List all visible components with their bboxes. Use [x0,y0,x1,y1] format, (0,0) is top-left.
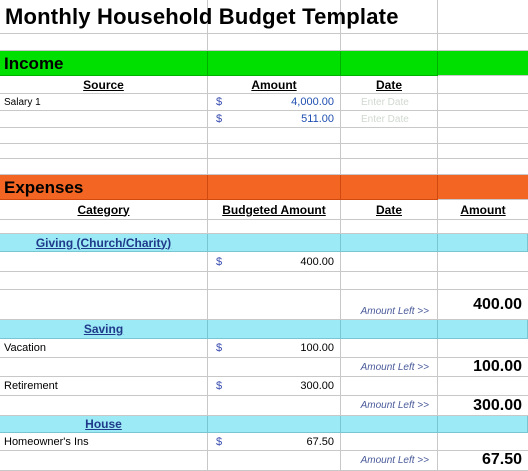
cell [341,234,438,252]
income-column-headers [0,76,528,94]
cell[interactable] [0,358,208,377]
cell[interactable] [208,396,341,416]
cell[interactable] [208,358,341,377]
cell[interactable] [438,144,528,159]
cell[interactable] [0,272,208,290]
table-row [0,252,528,272]
amount-left-value: 100.00 [438,358,528,377]
cell [208,416,341,433]
cell[interactable] [438,111,528,128]
date-cell[interactable] [341,252,438,272]
table-row [0,433,528,451]
budget-amount-cell[interactable] [208,252,341,272]
blank-row [0,220,528,234]
expenses-heading: Expenses [4,178,84,197]
cell[interactable] [208,220,341,234]
cell[interactable] [341,34,438,51]
col-header-budgeted-amount: Budgeted Amount [208,200,341,220]
cell[interactable] [0,128,208,144]
date-cell[interactable] [341,272,438,290]
table-row [0,111,528,128]
cell [341,320,438,339]
budget-amount-cell[interactable] [208,339,341,358]
cell[interactable] [0,396,208,416]
cell [438,234,528,252]
amount-cell[interactable] [438,339,528,358]
amount-cell[interactable] [438,272,528,290]
table-row [0,128,528,144]
col-header-category: Category [0,200,208,220]
currency-symbol: $ [216,380,223,392]
category-band-house [0,416,528,433]
expense-item[interactable]: Vacation [0,339,208,358]
col-header-amount: Amount [438,200,528,220]
date-cell[interactable] [341,377,438,396]
amount-left-label: Amount Left >> [341,358,438,377]
table-row [0,144,528,159]
income-source[interactable] [0,111,208,128]
income-date[interactable]: Enter Date [341,94,438,111]
currency-symbol: $ [216,113,223,125]
col-header-amount: Amount [208,76,341,94]
budget-amount-cell[interactable] [208,377,341,396]
category-band-giving [0,234,528,252]
cell [341,416,438,433]
cell[interactable] [208,272,341,290]
cell[interactable] [0,290,208,320]
amount-left-label: Amount Left >> [341,396,438,416]
budget-amount: 400.00 [300,255,334,268]
cell[interactable] [0,34,208,51]
category-house-label: House [0,416,208,433]
expenses-section-header [0,175,528,200]
cell[interactable] [438,0,528,34]
budget-amount-cell[interactable] [208,433,341,451]
amount-left-label: Amount Left >> [341,290,438,320]
cell[interactable] [341,159,438,175]
cell[interactable] [0,451,208,471]
cell[interactable] [208,290,341,320]
col-header-date: Date [341,200,438,220]
table-row [0,94,528,111]
category-giving-label: Giving (Church/Charity) [0,234,208,252]
category-band-saving [0,320,528,339]
cell[interactable] [438,220,528,234]
cell[interactable] [208,34,341,51]
page-title: Monthly Household Budget Template [5,4,399,29]
cell [438,320,528,339]
income-heading: Income [4,54,64,73]
income-amount: 511.00 [301,113,334,125]
currency-symbol: $ [216,342,223,354]
budget-amount: 100.00 [300,342,334,354]
amount-left-label: Amount Left >> [341,451,438,471]
currency-symbol: $ [216,435,223,448]
currency-symbol: $ [216,255,223,268]
income-amount-cell[interactable] [208,94,341,111]
cell [438,76,528,94]
cell[interactable] [0,159,208,175]
cell[interactable] [341,128,438,144]
amount-left-row [0,290,528,320]
amount-left-value: 400.00 [438,290,528,320]
cell[interactable] [438,159,528,175]
cell [208,234,341,252]
amount-left-row [0,396,528,416]
income-source[interactable]: Salary 1 [0,94,208,111]
expenses-column-headers [0,200,528,220]
cell[interactable] [0,144,208,159]
cell[interactable] [341,220,438,234]
date-cell[interactable] [341,339,438,358]
amount-left-row [0,451,528,471]
expense-item[interactable]: Retirement [0,377,208,396]
amount-cell[interactable] [438,433,528,451]
table-row [0,377,528,396]
cell[interactable] [438,94,528,111]
table-row [0,339,528,358]
amount-left-value: 67.50 [438,451,528,471]
cell[interactable] [438,128,528,144]
col-header-date: Date [341,76,438,94]
cell[interactable] [0,220,208,234]
blank-row [0,34,528,51]
cell[interactable] [208,144,341,159]
expense-item[interactable] [0,252,208,272]
income-section-header [0,51,528,76]
category-saving-label: Saving [0,320,208,339]
cell[interactable] [208,128,341,144]
cell[interactable] [208,159,341,175]
income-amount-cell[interactable] [208,111,341,128]
amount-left-value: 300.00 [438,396,528,416]
currency-symbol: $ [216,96,223,108]
cell[interactable] [208,451,341,471]
cell[interactable] [438,34,528,51]
amount-cell[interactable] [438,252,528,272]
income-date[interactable]: Enter Date [341,111,438,128]
expense-item[interactable]: Homeowner's Ins [0,433,208,451]
table-row [0,272,528,290]
date-cell[interactable] [341,433,438,451]
cell [208,320,341,339]
cell [438,416,528,433]
table-row [0,159,528,175]
amount-left-row [0,358,528,377]
col-header-source: Source [0,76,208,94]
budget-amount: 300.00 [300,380,334,392]
income-amount: 4,000.00 [291,96,334,108]
amount-cell[interactable] [438,377,528,396]
cell[interactable] [341,144,438,159]
budget-amount: 67.50 [306,435,334,448]
